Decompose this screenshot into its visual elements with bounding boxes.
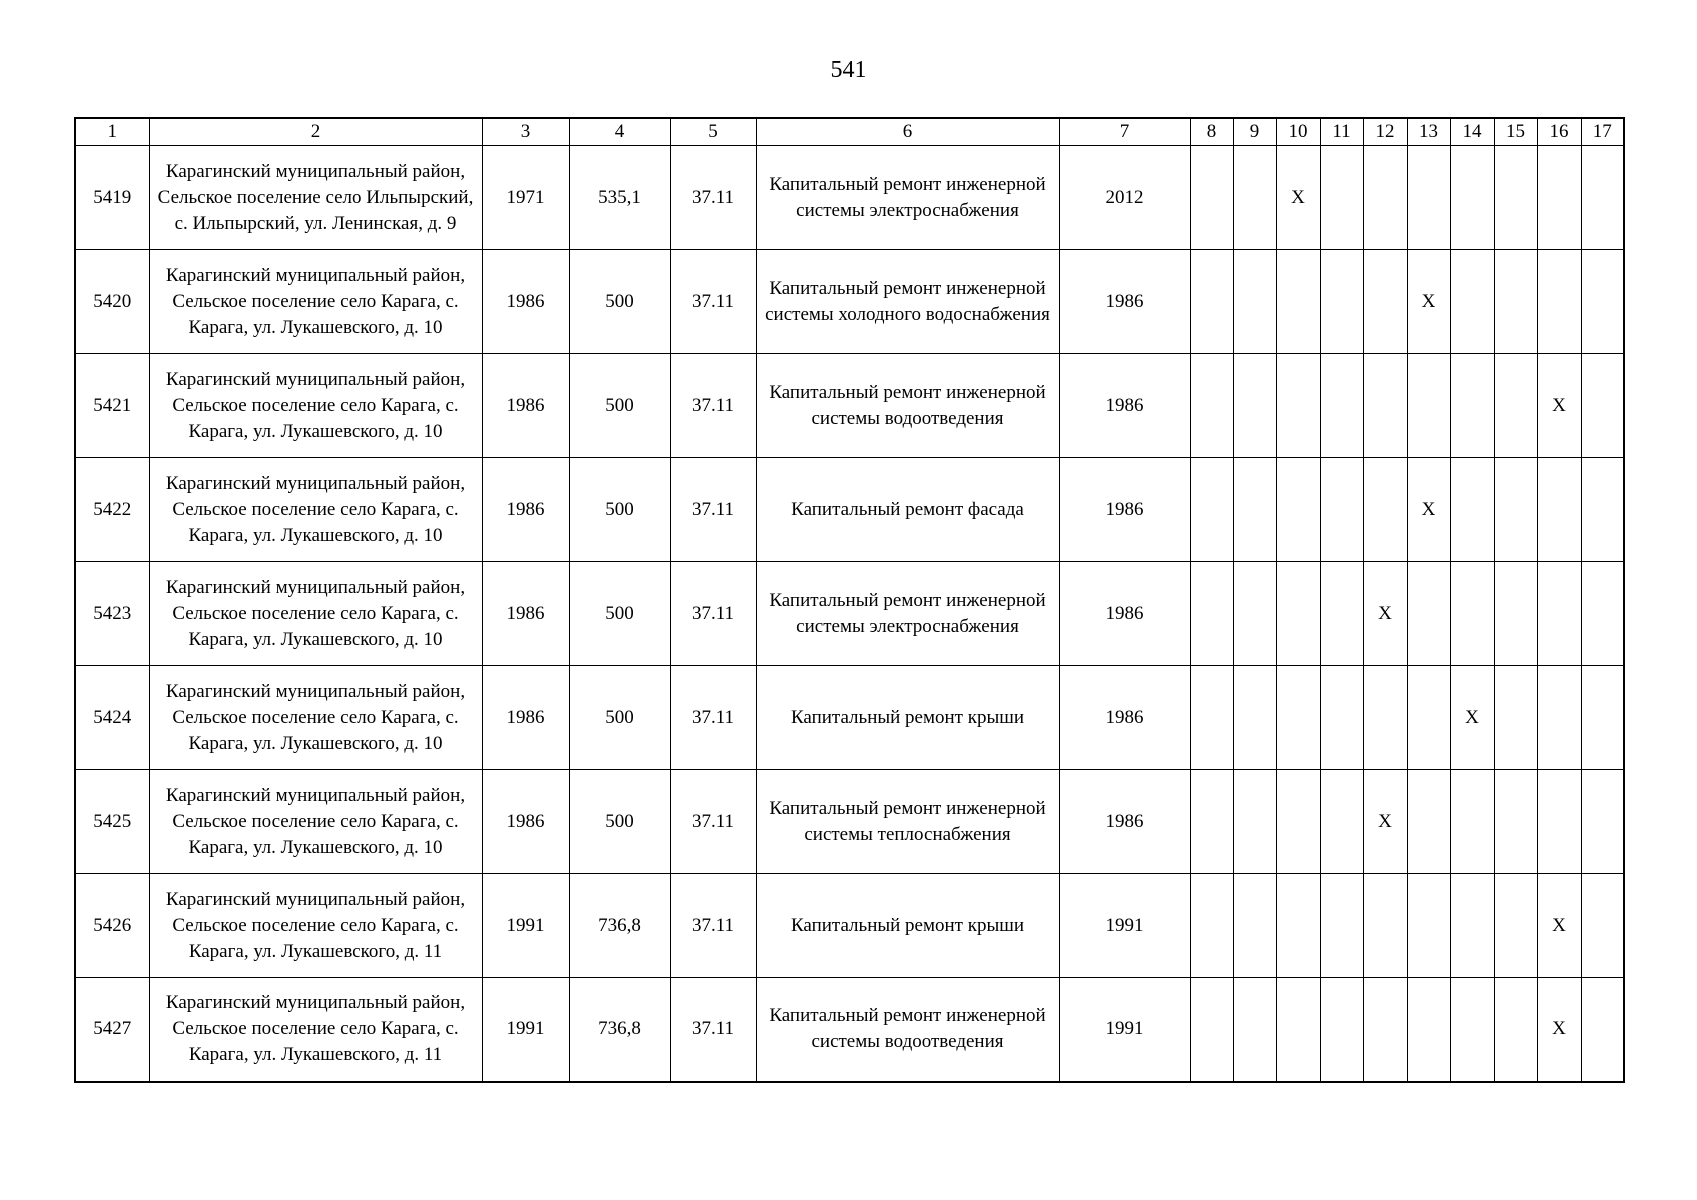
column-header: 14 bbox=[1450, 118, 1494, 146]
mark-cell bbox=[1581, 874, 1624, 978]
mark-cell bbox=[1450, 250, 1494, 354]
column-header: 4 bbox=[569, 118, 670, 146]
code-cell: 37.11 bbox=[670, 458, 756, 562]
row-id: 5424 bbox=[75, 666, 149, 770]
column-header: 11 bbox=[1320, 118, 1363, 146]
mark-cell bbox=[1407, 354, 1450, 458]
mark-cell bbox=[1276, 250, 1320, 354]
table-row bbox=[75, 354, 1624, 458]
mark-cell bbox=[1581, 978, 1624, 1082]
mark-cell bbox=[1407, 146, 1450, 250]
mark-cell bbox=[1537, 458, 1581, 562]
column-header: 9 bbox=[1233, 118, 1276, 146]
mark-cell bbox=[1276, 874, 1320, 978]
mark-cell bbox=[1233, 978, 1276, 1082]
mark-cell bbox=[1276, 770, 1320, 874]
mark-cell bbox=[1233, 874, 1276, 978]
mark-cell bbox=[1407, 562, 1450, 666]
column-header: 2 bbox=[149, 118, 482, 146]
column-header: 13 bbox=[1407, 118, 1450, 146]
mark-cell bbox=[1276, 458, 1320, 562]
mark-cell bbox=[1190, 770, 1233, 874]
mark-cell bbox=[1407, 978, 1450, 1082]
column-header: 1 bbox=[75, 118, 149, 146]
mark-cell bbox=[1363, 874, 1407, 978]
mark-cell bbox=[1190, 458, 1233, 562]
work-cell: Капитальный ремонт инженерной системы теплоснабжения bbox=[756, 770, 1059, 874]
mark-cell bbox=[1233, 354, 1276, 458]
mark-cell bbox=[1494, 250, 1537, 354]
mark-cell bbox=[1233, 146, 1276, 250]
year-built-cell: 1986 bbox=[482, 250, 569, 354]
year-built-cell: 1986 bbox=[482, 562, 569, 666]
year-built-cell: 1991 bbox=[482, 978, 569, 1082]
mark-cell bbox=[1450, 354, 1494, 458]
address-cell: Карагинский муниципальный район, Сельское поселение село Ильпырский, с. Ильпырский, ул. Ленинская, д. 9 bbox=[149, 146, 482, 250]
area-cell: 500 bbox=[569, 562, 670, 666]
mark-cell bbox=[1363, 978, 1407, 1082]
row-id: 5420 bbox=[75, 250, 149, 354]
row-id: 5423 bbox=[75, 562, 149, 666]
table-row bbox=[75, 666, 1624, 770]
mark-cell bbox=[1537, 146, 1581, 250]
mark-cell bbox=[1363, 666, 1407, 770]
work-cell: Капитальный ремонт инженерной системы холодного водоснабжения bbox=[756, 250, 1059, 354]
address-cell: Карагинский муниципальный район, Сельское поселение село Карага, с. Карага, ул. Лукашевского, д. 11 bbox=[149, 978, 482, 1082]
repair-schedule-table bbox=[74, 117, 1625, 1083]
mark-cell bbox=[1537, 562, 1581, 666]
code-cell: 37.11 bbox=[670, 250, 756, 354]
mark-cell bbox=[1276, 354, 1320, 458]
mark-cell bbox=[1190, 146, 1233, 250]
column-header: 12 bbox=[1363, 118, 1407, 146]
column-header: 8 bbox=[1190, 118, 1233, 146]
mark-cell bbox=[1233, 250, 1276, 354]
column-header: 10 bbox=[1276, 118, 1320, 146]
mark-cell bbox=[1363, 458, 1407, 562]
area-cell: 736,8 bbox=[569, 978, 670, 1082]
year-built-cell: 1986 bbox=[482, 354, 569, 458]
mark-cell bbox=[1537, 250, 1581, 354]
last-repair-cell: 2012 bbox=[1059, 146, 1190, 250]
mark-cell bbox=[1363, 354, 1407, 458]
page-number: 541 bbox=[830, 57, 867, 83]
code-cell: 37.11 bbox=[670, 146, 756, 250]
address-cell: Карагинский муниципальный район, Сельское поселение село Карага, с. Карага, ул. Лукашевского, д. 10 bbox=[149, 770, 482, 874]
mark-cell bbox=[1450, 770, 1494, 874]
mark-cell bbox=[1233, 562, 1276, 666]
mark-cell bbox=[1581, 770, 1624, 874]
mark-cell bbox=[1537, 770, 1581, 874]
row-id: 5426 bbox=[75, 874, 149, 978]
mark-cell bbox=[1320, 874, 1363, 978]
mark-cell: X bbox=[1363, 770, 1407, 874]
mark-cell bbox=[1407, 874, 1450, 978]
mark-cell bbox=[1320, 458, 1363, 562]
last-repair-cell: 1986 bbox=[1059, 562, 1190, 666]
mark-cell bbox=[1363, 146, 1407, 250]
mark-cell bbox=[1407, 666, 1450, 770]
address-cell: Карагинский муниципальный район, Сельское поселение село Карага, с. Карага, ул. Лукашевского, д. 10 bbox=[149, 250, 482, 354]
area-cell: 500 bbox=[569, 354, 670, 458]
mark-cell bbox=[1320, 250, 1363, 354]
mark-cell: X bbox=[1537, 874, 1581, 978]
mark-cell bbox=[1581, 458, 1624, 562]
row-id: 5421 bbox=[75, 354, 149, 458]
address-cell: Карагинский муниципальный район, Сельское поселение село Карага, с. Карага, ул. Лукашевского, д. 10 bbox=[149, 562, 482, 666]
mark-cell bbox=[1581, 666, 1624, 770]
table-row bbox=[75, 770, 1624, 874]
mark-cell bbox=[1494, 354, 1537, 458]
mark-cell: X bbox=[1407, 250, 1450, 354]
column-header: 16 bbox=[1537, 118, 1581, 146]
last-repair-cell: 1986 bbox=[1059, 250, 1190, 354]
table-row bbox=[75, 458, 1624, 562]
mark-cell bbox=[1320, 978, 1363, 1082]
mark-cell bbox=[1363, 250, 1407, 354]
area-cell: 500 bbox=[569, 250, 670, 354]
mark-cell bbox=[1190, 354, 1233, 458]
mark-cell bbox=[1320, 146, 1363, 250]
address-cell: Карагинский муниципальный район, Сельское поселение село Карага, с. Карага, ул. Лукашевского, д. 10 bbox=[149, 666, 482, 770]
row-id: 5427 bbox=[75, 978, 149, 1082]
code-cell: 37.11 bbox=[670, 874, 756, 978]
row-id: 5419 bbox=[75, 146, 149, 250]
mark-cell: X bbox=[1537, 978, 1581, 1082]
mark-cell bbox=[1320, 666, 1363, 770]
column-header: 6 bbox=[756, 118, 1059, 146]
last-repair-cell: 1986 bbox=[1059, 666, 1190, 770]
mark-cell bbox=[1450, 978, 1494, 1082]
mark-cell bbox=[1190, 874, 1233, 978]
table-row bbox=[75, 146, 1624, 250]
mark-cell bbox=[1494, 146, 1537, 250]
last-repair-cell: 1991 bbox=[1059, 874, 1190, 978]
mark-cell bbox=[1450, 562, 1494, 666]
mark-cell bbox=[1450, 874, 1494, 978]
code-cell: 37.11 bbox=[670, 978, 756, 1082]
work-cell: Капитальный ремонт фасада bbox=[756, 458, 1059, 562]
area-cell: 500 bbox=[569, 458, 670, 562]
work-cell: Капитальный ремонт инженерной системы электроснабжения bbox=[756, 562, 1059, 666]
work-cell: Капитальный ремонт инженерной системы водоотведения bbox=[756, 978, 1059, 1082]
row-id: 5422 bbox=[75, 458, 149, 562]
work-cell: Капитальный ремонт инженерной системы водоотведения bbox=[756, 354, 1059, 458]
mark-cell bbox=[1190, 978, 1233, 1082]
address-cell: Карагинский муниципальный район, Сельское поселение село Карага, с. Карага, ул. Лукашевского, д. 10 bbox=[149, 458, 482, 562]
last-repair-cell: 1986 bbox=[1059, 458, 1190, 562]
mark-cell: X bbox=[1450, 666, 1494, 770]
mark-cell bbox=[1190, 250, 1233, 354]
last-repair-cell: 1986 bbox=[1059, 354, 1190, 458]
area-cell: 736,8 bbox=[569, 874, 670, 978]
mark-cell bbox=[1233, 458, 1276, 562]
mark-cell bbox=[1494, 978, 1537, 1082]
mark-cell bbox=[1450, 146, 1494, 250]
address-cell: Карагинский муниципальный район, Сельское поселение село Карага, с. Карага, ул. Лукашевского, д. 11 bbox=[149, 874, 482, 978]
work-cell: Капитальный ремонт крыши bbox=[756, 666, 1059, 770]
mark-cell: X bbox=[1537, 354, 1581, 458]
mark-cell bbox=[1450, 458, 1494, 562]
mark-cell bbox=[1494, 874, 1537, 978]
year-built-cell: 1986 bbox=[482, 666, 569, 770]
mark-cell bbox=[1276, 978, 1320, 1082]
mark-cell: X bbox=[1276, 146, 1320, 250]
column-header: 5 bbox=[670, 118, 756, 146]
mark-cell bbox=[1494, 770, 1537, 874]
mark-cell bbox=[1233, 666, 1276, 770]
mark-cell bbox=[1581, 146, 1624, 250]
mark-cell bbox=[1320, 354, 1363, 458]
area-cell: 500 bbox=[569, 770, 670, 874]
mark-cell bbox=[1190, 562, 1233, 666]
mark-cell bbox=[1190, 666, 1233, 770]
mark-cell bbox=[1494, 666, 1537, 770]
code-cell: 37.11 bbox=[670, 354, 756, 458]
mark-cell bbox=[1276, 666, 1320, 770]
mark-cell bbox=[1233, 770, 1276, 874]
work-cell: Капитальный ремонт инженерной системы электроснабжения bbox=[756, 146, 1059, 250]
mark-cell bbox=[1320, 562, 1363, 666]
mark-cell bbox=[1494, 562, 1537, 666]
column-header: 7 bbox=[1059, 118, 1190, 146]
table-row bbox=[75, 978, 1624, 1082]
table-row bbox=[75, 562, 1624, 666]
mark-cell bbox=[1581, 354, 1624, 458]
year-built-cell: 1986 bbox=[482, 770, 569, 874]
mark-cell bbox=[1407, 770, 1450, 874]
code-cell: 37.11 bbox=[670, 770, 756, 874]
column-number-row bbox=[75, 118, 1624, 146]
table-row bbox=[75, 874, 1624, 978]
mark-cell bbox=[1320, 770, 1363, 874]
mark-cell bbox=[1581, 562, 1624, 666]
last-repair-cell: 1986 bbox=[1059, 770, 1190, 874]
code-cell: 37.11 bbox=[670, 562, 756, 666]
mark-cell: X bbox=[1407, 458, 1450, 562]
column-header: 15 bbox=[1494, 118, 1537, 146]
last-repair-cell: 1991 bbox=[1059, 978, 1190, 1082]
work-cell: Капитальный ремонт крыши bbox=[756, 874, 1059, 978]
area-cell: 535,1 bbox=[569, 146, 670, 250]
mark-cell bbox=[1494, 458, 1537, 562]
address-cell: Карагинский муниципальный район, Сельское поселение село Карага, с. Карага, ул. Лукашевского, д. 10 bbox=[149, 354, 482, 458]
area-cell: 500 bbox=[569, 666, 670, 770]
year-built-cell: 1986 bbox=[482, 458, 569, 562]
column-header: 3 bbox=[482, 118, 569, 146]
mark-cell bbox=[1537, 666, 1581, 770]
mark-cell: X bbox=[1363, 562, 1407, 666]
row-id: 5425 bbox=[75, 770, 149, 874]
code-cell: 37.11 bbox=[670, 666, 756, 770]
mark-cell bbox=[1276, 562, 1320, 666]
year-built-cell: 1991 bbox=[482, 874, 569, 978]
column-header: 17 bbox=[1581, 118, 1624, 146]
mark-cell bbox=[1581, 250, 1624, 354]
year-built-cell: 1971 bbox=[482, 146, 569, 250]
table-row bbox=[75, 250, 1624, 354]
